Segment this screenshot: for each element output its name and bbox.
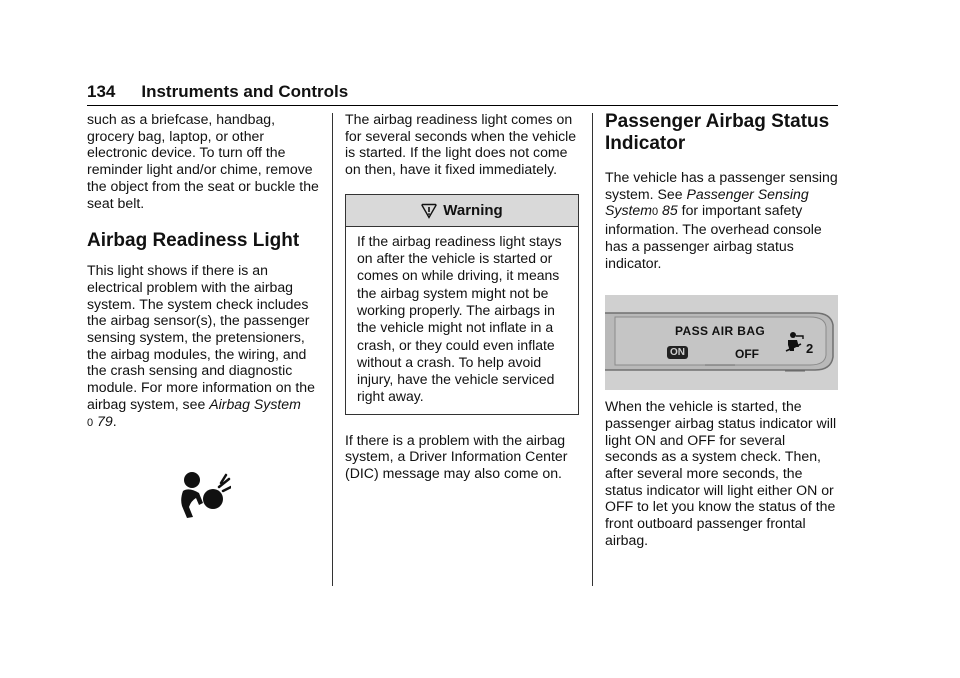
col2-outro: If there is a problem with the airbag system, a Driver Information Center (DIC) message may also come on. — [345, 431, 568, 482]
col1-intro: such as a briefcase, handbag, grocery bag, laptop, or other electronic device. To turn off the reminder light and/or chime, remove the object from the seat or buckle the seat belt. — [87, 111, 319, 211]
page-number: 134 — [87, 82, 116, 101]
col2-intro: The airbag readiness light comes on for several seconds when the vehicle is started. If the light does not come on then, have it fixed immediately. — [345, 111, 577, 178]
page-ref-icon: 0 — [652, 206, 659, 219]
passenger-sensing-page[interactable]: 85 — [662, 202, 678, 219]
seat-number: 2 — [806, 341, 814, 357]
warning-title: Warning — [443, 201, 503, 219]
column-divider — [332, 113, 333, 586]
airbag-system-page[interactable]: 79 — [97, 412, 113, 429]
column-divider — [592, 113, 593, 586]
section-title: Instruments and Controls — [141, 82, 349, 101]
warning-icon — [421, 203, 437, 219]
airbag-system-link[interactable]: Airbag System — [209, 395, 301, 412]
column-1 — [87, 111, 323, 523]
passenger-sensing-link[interactable]: Passenger Sensing System — [605, 185, 809, 219]
warning-box — [345, 194, 579, 415]
warning-body: If the airbag readiness light stays on after the vehicle is started or comes on while driving, it means the airbag system might not be working properly. The airbags in the vehicle might not inflate in a crash, or they could even inflate without a crash. To help avoid injury, have the vehicle serviced right away. — [357, 232, 562, 405]
column-2 — [345, 111, 579, 482]
page-header — [87, 82, 838, 106]
on-indicator: ON — [667, 346, 688, 359]
passenger-seat-icon — [785, 331, 807, 353]
off-indicator: OFF — [735, 347, 759, 362]
airbag-readiness-body: This light shows if there is an electrical problem with the airbag system. The system check includes the airbag sensor(s), the passenger sensing system, the pretensioners, the airbag modules, the wiring, and the crash sensing and diagnostic module. For more information on the airbag system, see Airbag System 0 79. — [87, 262, 315, 429]
pass-air-bag-label: PASS AIR BAG — [675, 324, 766, 339]
col3-outro: When the vehicle is started, the passenger airbag status indicator will light ON and OFF for several seconds as a system check. Then, after several more seconds, the status indicator will light either ON or OFF to let you know the status of the front outboard passenger frontal airbag. — [605, 398, 837, 548]
passenger-airbag-body: The vehicle has a passenger sensing system. See Passenger Sensing System0 85 for important safety information. The overhead console has a passenger airbag status indicator. — [605, 169, 838, 271]
airbag-readiness-heading: Airbag Readiness Light — [87, 230, 300, 252]
passenger-airbag-heading: Passenger Airbag Status Indicator — [605, 111, 830, 154]
passenger-airbag-indicator-image — [605, 295, 838, 390]
page-ref-icon: 0 — [87, 416, 94, 429]
warning-header — [346, 195, 578, 227]
airbag-readiness-icon — [179, 471, 231, 519]
column-3 — [605, 111, 838, 549]
